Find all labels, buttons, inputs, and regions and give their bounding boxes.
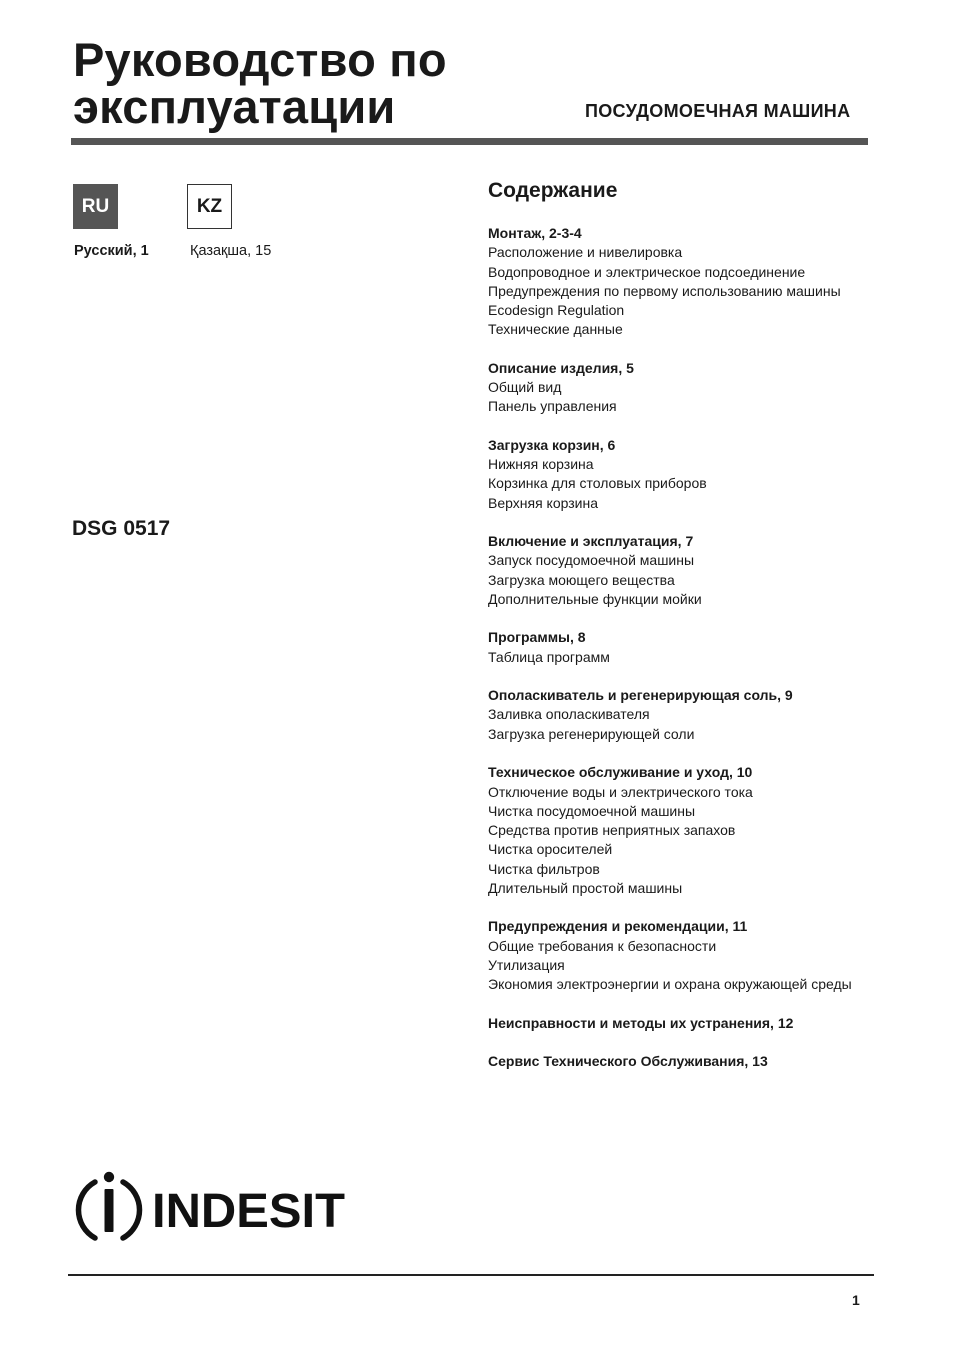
- language-button-kz[interactable]: KZ: [187, 184, 232, 229]
- toc-item: Чистка оросителей: [488, 841, 613, 858]
- product-type: ПОСУДОМОЕЧНАЯ МАШИНА: [585, 101, 851, 121]
- toc-item: Заливка ополаскивателя: [488, 706, 650, 723]
- header-divider: [71, 138, 868, 145]
- toc-section-title: Предупреждения и рекомендации, 11: [488, 918, 748, 935]
- toc-section: [488, 763, 888, 898]
- toc-item: Верхняя корзина: [488, 494, 598, 511]
- toc-section: [488, 532, 888, 609]
- toc-section-title: Включение и эксплуатация, 7: [488, 533, 694, 550]
- toc-item: Ecodesign Regulation: [488, 302, 625, 318]
- language-label-kz: Қазақша, 15: [190, 243, 272, 259]
- toc-item: Утилизация: [488, 956, 565, 973]
- toc-item: Общий вид: [488, 379, 562, 396]
- toc-section: [488, 628, 888, 667]
- contents-heading: Содержание: [488, 179, 618, 202]
- title-line-2: эксплуатации: [73, 80, 396, 133]
- toc-section: [488, 686, 888, 744]
- toc-item: Корзинка для столовых приборов: [488, 475, 707, 492]
- toc-item: Экономия электроэнергии и охрана окружающей среды: [488, 976, 852, 993]
- toc-item: Предупреждения по первому использованию машины: [488, 282, 841, 299]
- toc-item: Дополнительные функции мойки: [488, 590, 702, 607]
- language-label-ru: Русский, 1: [74, 243, 149, 259]
- footer-divider: [68, 1274, 874, 1276]
- toc-item: Запуск посудомоечной машины: [488, 552, 695, 569]
- toc-section-title: Техническое обслуживание и уход, 10: [488, 764, 753, 781]
- toc-section-title: Неисправности и методы их устранения, 12: [488, 1014, 794, 1031]
- toc-item: Отключение воды и электрического тока: [488, 783, 753, 800]
- toc-item: Средства против неприятных запахов: [488, 822, 736, 839]
- toc-item: Общие требования к безопасности: [488, 937, 717, 954]
- indesit-i-logo-icon: [78, 1172, 139, 1238]
- language-button-ru[interactable]: RU: [73, 184, 118, 229]
- page-number: 1: [852, 1292, 860, 1308]
- toc-section-title: Программы, 8: [488, 629, 586, 646]
- toc-section: [488, 359, 888, 417]
- title-line-1: Руководство по: [73, 33, 447, 86]
- toc-section: [488, 436, 888, 513]
- toc-section-title: Монтаж, 2-3-4: [488, 225, 582, 241]
- toc-section-title: Ополаскиватель и регенерирующая соль, 9: [488, 687, 793, 704]
- toc-item: Нижняя корзина: [488, 456, 594, 473]
- model-number: DSG 0517: [72, 517, 171, 540]
- toc-item: Длительный простой машины: [488, 879, 683, 896]
- toc-section: [488, 1014, 888, 1033]
- toc-item: Чистка посудомоечной машины: [488, 802, 696, 819]
- toc-item: Таблица программ: [488, 648, 610, 665]
- toc-item: Водопроводное и электрическое подсоединение: [488, 263, 806, 280]
- toc-item: Панель управления: [488, 398, 617, 415]
- toc-item: Чистка фильтров: [488, 860, 600, 877]
- toc-item: Технические данные: [488, 321, 623, 338]
- toc-section-title: Сервис Технического Обслуживания, 13: [488, 1053, 768, 1070]
- toc-section: [488, 917, 888, 994]
- toc-item: Загрузка моющего вещества: [488, 571, 675, 588]
- toc-section-title: Загрузка корзин, 6: [488, 436, 616, 453]
- brand-wordmark: INDESIT: [152, 1185, 345, 1238]
- toc-item: Загрузка регенерирующей соли: [488, 725, 695, 742]
- toc-section: [488, 1052, 888, 1071]
- indesit-logo: [73, 1170, 348, 1246]
- table-of-contents: [488, 224, 888, 1091]
- toc-item: Расположение и нивелировка: [488, 244, 683, 261]
- page-title: [73, 33, 447, 133]
- toc-section: [488, 224, 888, 340]
- toc-section-title: Описание изделия, 5: [488, 359, 634, 376]
